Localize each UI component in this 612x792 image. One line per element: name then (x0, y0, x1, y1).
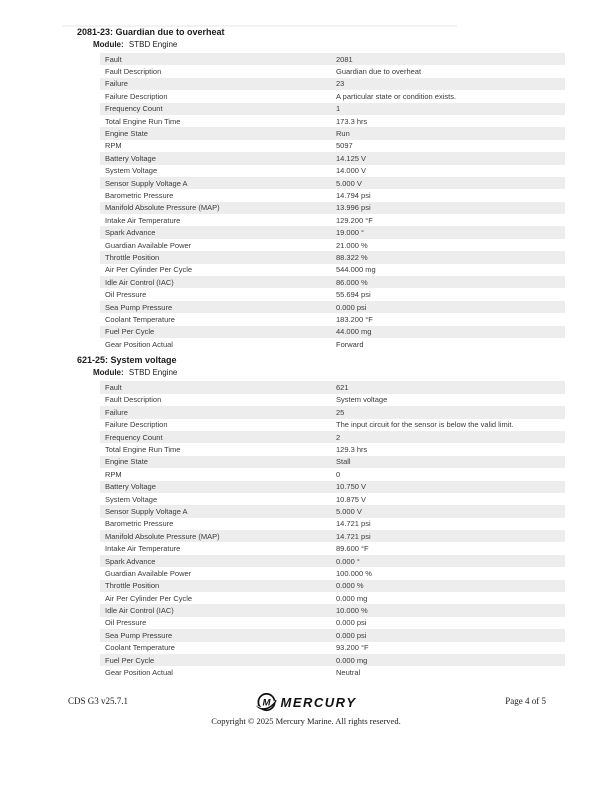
row-label: Total Engine Run Time (105, 116, 181, 126)
table-row (100, 53, 565, 65)
row-value: 23 (336, 79, 345, 89)
table-row (100, 226, 565, 238)
table-row (100, 103, 565, 115)
table-row (100, 642, 565, 654)
table-row (100, 443, 565, 455)
fault-detail-table (100, 381, 565, 678)
module-line (93, 367, 612, 379)
table-row (100, 555, 565, 567)
fault-section-guardian-overheat (0, 26, 612, 350)
table-row (100, 567, 565, 579)
row-value: 44.000 mg (336, 327, 372, 337)
row-value: 2 (336, 432, 341, 442)
row-value: Stall (336, 457, 351, 467)
fault-section-title: 2081-23: Guardian due to overheat (77, 27, 225, 37)
row-value: 1 (336, 104, 341, 114)
row-value: 183.200 °F (336, 314, 373, 324)
row-value: 129.200 °F (336, 215, 373, 225)
scan-artifact-line (62, 25, 457, 27)
table-row (100, 431, 565, 443)
row-label: Sensor Supply Voltage A (105, 178, 188, 188)
table-row (100, 127, 565, 139)
table-row (100, 493, 565, 505)
row-value: The input circuit for the sensor is below the valid limit. (336, 420, 514, 430)
row-label: Coolant Temperature (105, 643, 175, 653)
row-value: 0.000 % (336, 581, 364, 591)
row-label: Idle Air Control (IAC) (105, 606, 174, 616)
row-label: Spark Advance (105, 556, 156, 566)
table-row (100, 189, 565, 201)
row-value: 10.875 V (336, 494, 367, 504)
table-row (100, 406, 565, 418)
row-label: Fault Description (105, 67, 162, 77)
table-row (100, 65, 565, 77)
row-value: 55.694 psi (336, 290, 371, 300)
module-value: STBD Engine (128, 368, 178, 378)
row-label: Guardian Available Power (105, 240, 192, 250)
row-label: Barometric Pressure (105, 519, 174, 529)
table-row (100, 381, 565, 393)
row-value: Guardian due to overheat (336, 67, 422, 77)
table-row (100, 617, 565, 629)
fault-section-system-voltage (0, 354, 612, 678)
row-label: Coolant Temperature (105, 314, 175, 324)
table-row (100, 468, 565, 480)
svg-text:M: M (261, 697, 271, 709)
table-row (100, 288, 565, 300)
table-row (100, 140, 565, 152)
row-value: 0.000 mg (336, 593, 368, 603)
row-label: RPM (105, 469, 122, 479)
row-label: Failure (105, 79, 128, 89)
table-row (100, 580, 565, 592)
row-label: Fault (105, 383, 122, 393)
row-value: 13.996 psi (336, 203, 371, 213)
row-label: Throttle Position (105, 581, 160, 591)
row-value: 621 (336, 383, 349, 393)
row-value: 0.000 psi (336, 302, 367, 312)
row-value: 0 (336, 469, 341, 479)
row-label: Intake Air Temperature (105, 215, 181, 225)
row-label: Air Per Cylinder Per Cycle (105, 593, 193, 603)
row-label: Battery Voltage (105, 153, 156, 163)
table-row (100, 394, 565, 406)
row-value: 0.000 psi (336, 618, 367, 628)
row-label: Battery Voltage (105, 482, 156, 492)
table-row (100, 177, 565, 189)
table-row (100, 251, 565, 263)
table-row (100, 214, 565, 226)
row-label: Total Engine Run Time (105, 445, 181, 455)
row-label: Gear Position Actual (105, 339, 173, 349)
table-row (100, 481, 565, 493)
table-row (100, 542, 565, 554)
mercury-logo-icon (256, 692, 277, 713)
row-label: Fault Description (105, 395, 162, 405)
row-label: Manifold Absolute Pressure (MAP) (105, 203, 220, 213)
row-value: 89.600 °F (336, 544, 369, 554)
row-label: System Voltage (105, 494, 158, 504)
row-value: 173.3 hrs (336, 116, 368, 126)
row-label: Failure (105, 407, 128, 417)
row-label: Manifold Absolute Pressure (MAP) (105, 531, 220, 541)
row-label: Intake Air Temperature (105, 544, 181, 554)
row-label: Engine State (105, 129, 148, 139)
row-value: 5097 (336, 141, 353, 151)
row-label: Fuel Per Cycle (105, 655, 155, 665)
table-row (100, 518, 565, 530)
table-row (100, 152, 565, 164)
table-row (100, 276, 565, 288)
row-value: 86.000 % (336, 277, 368, 287)
row-value: 88.322 % (336, 252, 368, 262)
row-value: 100.000 % (336, 568, 372, 578)
row-value: 2081 (336, 54, 353, 64)
row-label: Failure Description (105, 420, 168, 430)
row-label: Sea Pump Pressure (105, 630, 173, 640)
row-label: Frequency Count (105, 432, 163, 442)
table-row (100, 505, 565, 517)
row-label: Sea Pump Pressure (105, 302, 173, 312)
row-label: Air Per Cylinder Per Cycle (105, 265, 193, 275)
row-value: Forward (336, 339, 364, 349)
table-row (100, 239, 565, 251)
row-label: System Voltage (105, 166, 158, 176)
row-label: Engine State (105, 457, 148, 467)
row-value: 0.000 mg (336, 655, 368, 665)
row-label: Frequency Count (105, 104, 163, 114)
table-row (100, 313, 565, 325)
module-value: STBD Engine (128, 40, 178, 49)
row-value: 14.125 V (336, 153, 367, 163)
row-value: 19.000 ° (336, 228, 365, 238)
row-label: RPM (105, 141, 122, 151)
row-value: 5.000 V (336, 506, 362, 516)
table-row (100, 301, 565, 313)
page-indicator: Page 4 of 5 (505, 696, 546, 706)
table-row (100, 264, 565, 276)
row-value: 14.721 psi (336, 531, 371, 541)
table-row (100, 326, 565, 338)
row-label: Oil Pressure (105, 618, 147, 628)
software-version: CDS G3 v25.7.1 (68, 696, 129, 706)
row-value: Neutral (336, 668, 361, 678)
table-row (100, 629, 565, 641)
table-row (100, 78, 565, 90)
table-row (100, 165, 565, 177)
fault-section-title: 621-25: System voltage (77, 355, 177, 366)
row-label: Guardian Available Power (105, 568, 192, 578)
module-line (93, 39, 612, 51)
table-row (100, 338, 565, 350)
table-row (100, 666, 565, 678)
row-value: 21.000 % (336, 240, 368, 250)
row-value: 129.3 hrs (336, 445, 368, 455)
module-label: Module: (93, 40, 124, 49)
row-label: Oil Pressure (105, 290, 147, 300)
row-label: Fault (105, 54, 122, 64)
row-value: 10.750 V (336, 482, 367, 492)
row-label: Sensor Supply Voltage A (105, 506, 188, 516)
row-label: Gear Position Actual (105, 668, 173, 678)
row-value: A particular state or condition exists. (336, 91, 457, 101)
table-row (100, 654, 565, 666)
table-row (100, 202, 565, 214)
row-value: 25 (336, 407, 345, 417)
table-row (100, 115, 565, 127)
row-label: Throttle Position (105, 252, 160, 262)
table-row (100, 530, 565, 542)
row-label: Idle Air Control (IAC) (105, 277, 174, 287)
table-row (100, 419, 565, 431)
row-value: Run (336, 129, 350, 139)
row-value: System voltage (336, 395, 388, 405)
row-label: Spark Advance (105, 228, 156, 238)
row-value: 14.794 psi (336, 190, 371, 200)
row-value: 5.000 V (336, 178, 362, 188)
table-row (100, 90, 565, 102)
module-label: Module: (93, 368, 124, 378)
row-value: 0.000 ° (336, 556, 360, 566)
row-label: Barometric Pressure (105, 190, 174, 200)
table-row (100, 604, 565, 616)
brand-wordmark: MERCURY (280, 695, 357, 710)
fault-detail-table (100, 53, 565, 350)
row-value: 14.000 V (336, 166, 367, 176)
row-value: 14.721 psi (336, 519, 371, 529)
row-value: 93.200 °F (336, 643, 369, 653)
table-row (100, 592, 565, 604)
row-value: 10.000 % (336, 606, 368, 616)
row-label: Failure Description (105, 91, 168, 101)
row-value: 0.000 psi (336, 630, 367, 640)
row-label: Fuel Per Cycle (105, 327, 155, 337)
copyright-line: Copyright © 2025 Mercury Marine. All rights reserved. (211, 716, 401, 726)
table-row (100, 456, 565, 468)
row-value: 544.000 mg (336, 265, 376, 275)
